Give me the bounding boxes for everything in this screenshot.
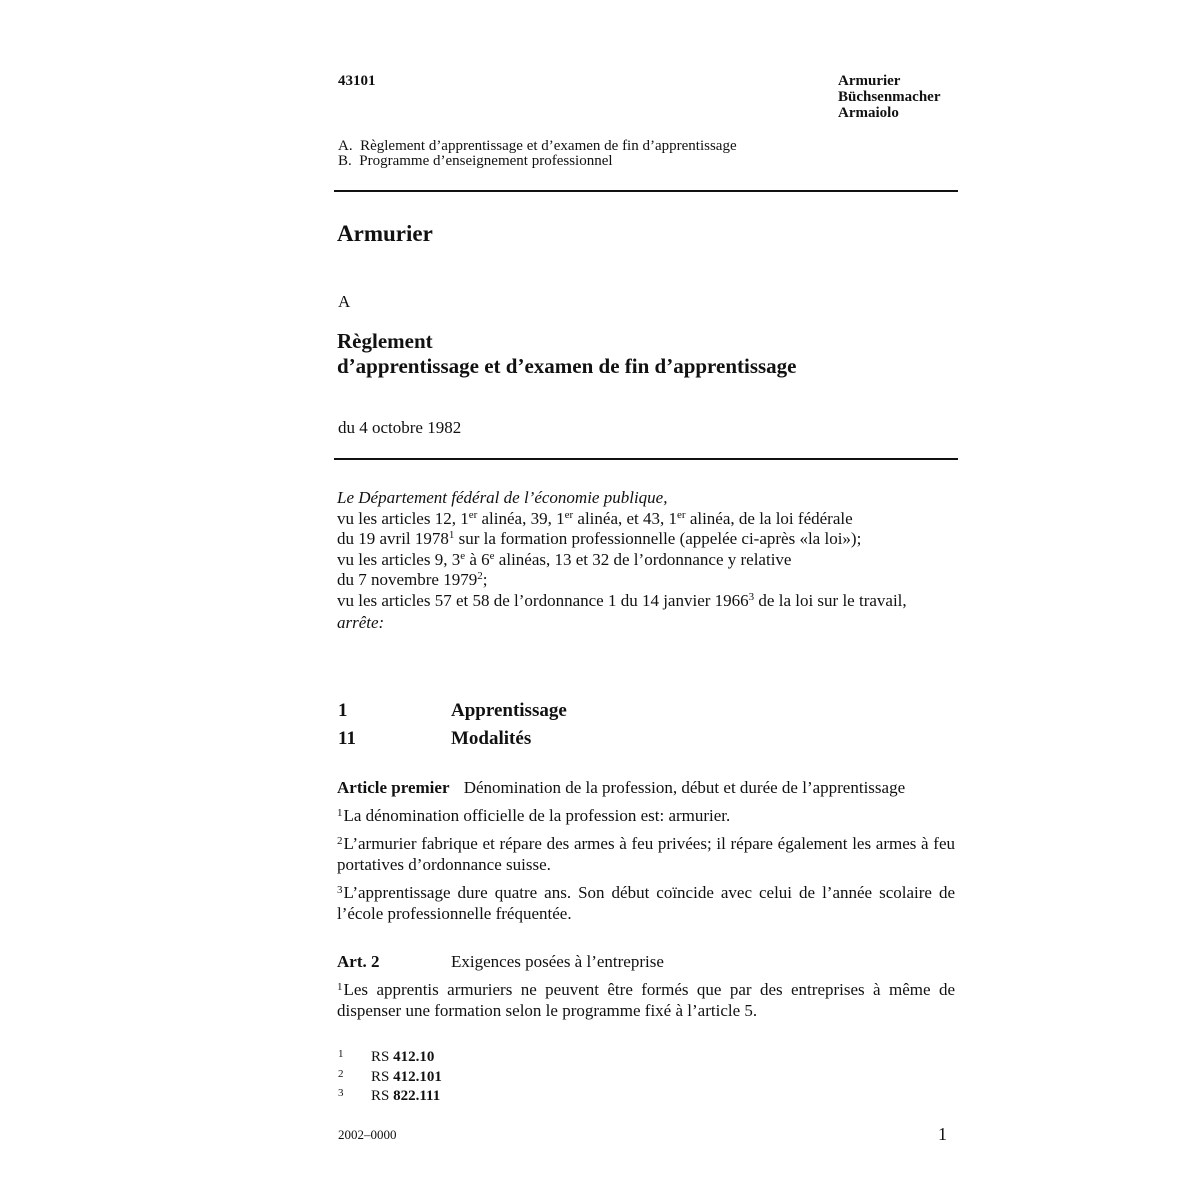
- preamble-line: vu les articles 12, 1er alinéa, 39, 1er alinéa, et 43, 1er alinéa, de la loi fédérale: [337, 508, 853, 528]
- article-1-heading: [337, 778, 905, 798]
- footnote: 3 RS 822.111: [338, 1087, 441, 1104]
- subsection-title: Modalités: [451, 728, 532, 749]
- article-2-title: Exigences posées à l’entreprise: [451, 952, 664, 971]
- subsection-number: 11: [338, 728, 356, 749]
- preamble-line: vu les articles 57 et 58 de l’ordonnance 1 du 14 janvier 1966$^3$ de la loi sur le travail,: [337, 590, 907, 610]
- profession-name-de: Büchsenmacher: [838, 89, 941, 105]
- page-number: 1: [938, 1124, 947, 1144]
- footnote: 2 RS 412.101: [338, 1067, 442, 1085]
- profession-name-it: Armaiolo: [838, 105, 899, 121]
- footer-code: 2002–0000: [338, 1127, 397, 1142]
- section-number: 1: [338, 700, 348, 721]
- regulation-title-line1: Règlement: [337, 329, 433, 353]
- section-title: Apprentissage: [451, 700, 567, 721]
- article-2-paragraph-1: $^1$Les apprentis armuriers ne peuvent être formés que par des entreprises à même de dispenser une formation selon le programme fixé à l’article 5.: [337, 980, 955, 1020]
- divider-middle: [334, 458, 958, 460]
- preamble-decision: arrête:: [337, 613, 385, 632]
- article-1-title: Dénomination de la profession, début et durée de l’apprentissage: [463, 778, 906, 797]
- preamble: [337, 488, 967, 634]
- article-1-paragraph-2: $^2$L’armurier fabrique et répare des armes à feu privées; il répare également les armes à feu portatives d’ordonnance suisse.: [337, 834, 955, 874]
- preamble-line: du 7 novembre 1979$^2$;: [337, 570, 488, 589]
- preamble-line: du 19 avril 1978$^1$ sur la formation professionnelle (appelée ci-après «la loi»);: [337, 529, 862, 548]
- footnote-ref: 3: [748, 590, 755, 603]
- article-1-paragraph-1: $^1$La dénomination officielle de la profession est: armurier.: [337, 806, 731, 825]
- regulation-date: du 4 octobre 1982: [338, 418, 462, 437]
- preamble-authority: Le Département fédéral de l’économie publique,: [337, 488, 668, 507]
- article-1-label: Article premier: [337, 778, 450, 797]
- part-letter: A: [338, 292, 351, 311]
- regulation-title: [337, 329, 797, 379]
- document-part-a: A. Règlement d’apprentissage et d’examen de fin d’apprentissage: [338, 138, 737, 154]
- footnotes: [338, 1046, 442, 1105]
- article-2-label: Art. 2: [337, 952, 380, 971]
- article-1-paragraph-3: $^3$L’apprentissage dure quatre ans. Son début coïncide avec celui de l’année scolaire de l’école professionnelle fréquentée.: [337, 883, 955, 923]
- document-number: 43101: [338, 73, 376, 89]
- divider-top: [334, 190, 958, 192]
- regulation-title-line2: d’apprentissage et d’examen de fin d’apprentissage: [337, 354, 797, 378]
- page-title: Armurier: [337, 221, 433, 246]
- profession-names: [838, 73, 941, 121]
- footnote: 1 RS 412.10: [338, 1048, 435, 1065]
- document-parts-list: [338, 139, 737, 169]
- footnote-ref: 1: [448, 529, 455, 541]
- document-part-b: B. Programme d’enseignement professionnel: [338, 153, 613, 169]
- profession-name-fr: Armurier: [838, 73, 901, 89]
- preamble-line: vu les articles 9, 3e à 6e alinéas, 13 et 32 de l’ordonnance y relative: [337, 549, 792, 569]
- footnote-ref: 2: [477, 570, 483, 582]
